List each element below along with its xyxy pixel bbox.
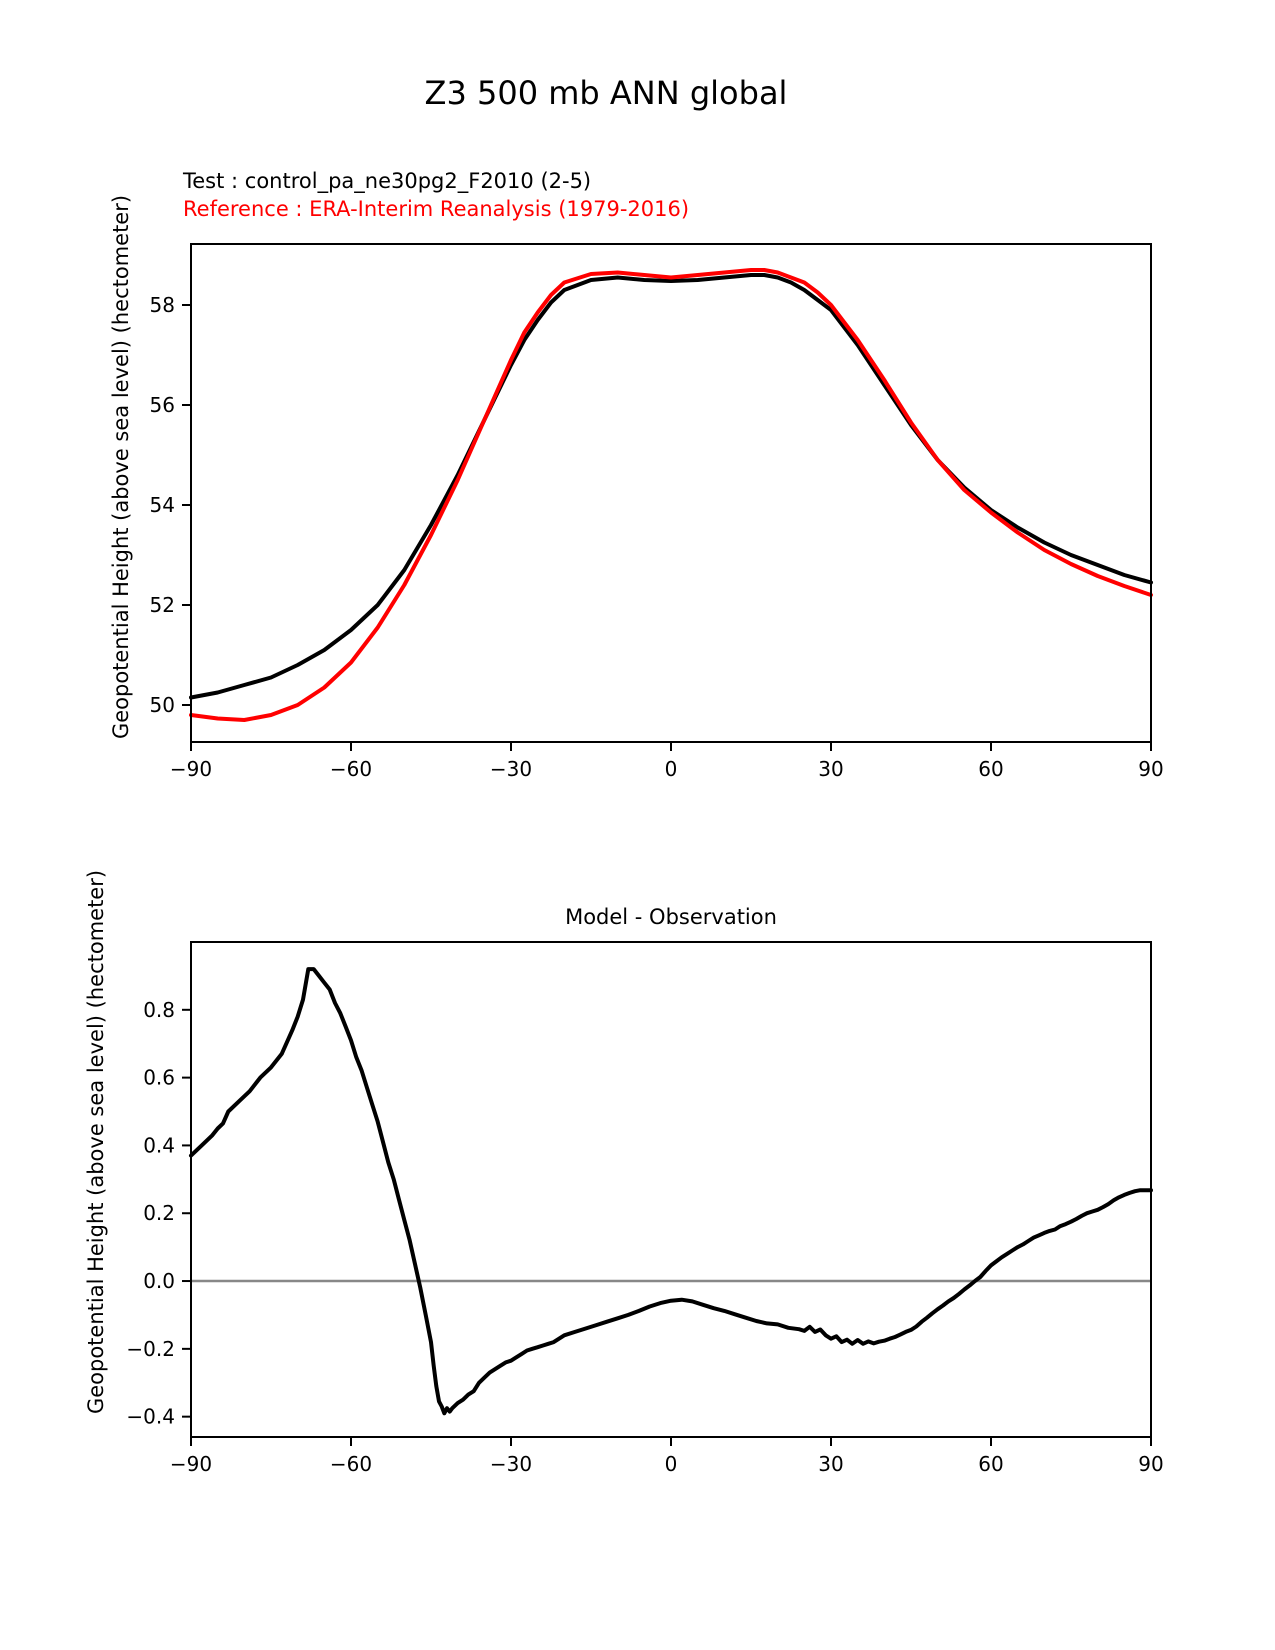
x-tick-label: 60 [978,757,1004,781]
x-tick-label: −30 [489,1452,533,1476]
x-tick-label: −30 [489,757,533,781]
y-tick-label: 58 [149,293,175,317]
x-tick-label: 90 [1138,757,1164,781]
y-tick-label: 52 [149,593,175,617]
x-tick-label: 60 [978,1452,1004,1476]
top-chart-axes-frame [191,244,1151,742]
x-tick-label: −90 [169,1452,213,1476]
y-tick-label: 0.0 [143,1269,175,1294]
x-tick-label: 0 [664,1452,678,1476]
x-tick-label: −60 [329,1452,373,1476]
bottom-chart-axes-frame [191,942,1151,1437]
y-tick-label: 0.8 [143,997,175,1022]
y-tick-label: −0.4 [126,1404,175,1429]
y-tick-label: 0.2 [143,1201,175,1226]
top-chart [150,244,1164,781]
x-tick-label: −90 [169,757,213,781]
y-tick-label: 50 [149,693,175,717]
bottom-chart [126,942,1163,1476]
y-tick-label: 0.4 [143,1133,175,1158]
page-title: Z3 500 mb ANN global [424,74,788,112]
y-tick-label: 54 [149,493,175,517]
x-tick-label: 30 [818,1452,844,1476]
bottom-chart-series-0-line [191,969,1151,1413]
x-tick-label: −60 [329,757,373,781]
y-tick-label: 0.6 [143,1065,175,1090]
y-tick-label: 56 [149,393,175,417]
test-series-label: Test : control_pa_ne30pg2_F2010 (2-5) [183,169,592,193]
x-tick-label: 30 [818,757,844,781]
x-tick-label: 90 [1138,1452,1164,1476]
bottom-chart-y-axis-label: Geopotential Height (above sea level) (hectometer) [84,869,108,1415]
reference-series-label: Reference : ERA-Interim Reanalysis (1979-2016) [183,197,690,221]
x-tick-label: 0 [664,757,678,781]
bottom-chart-title: Model - Observation [565,905,777,929]
top-chart-y-axis-label: Geopotential Height (above sea level) (hectometer) [109,194,133,740]
y-tick-label: −0.2 [126,1336,175,1361]
top-chart-series-1-line [191,270,1151,720]
top-chart-series-0-line [191,275,1151,698]
